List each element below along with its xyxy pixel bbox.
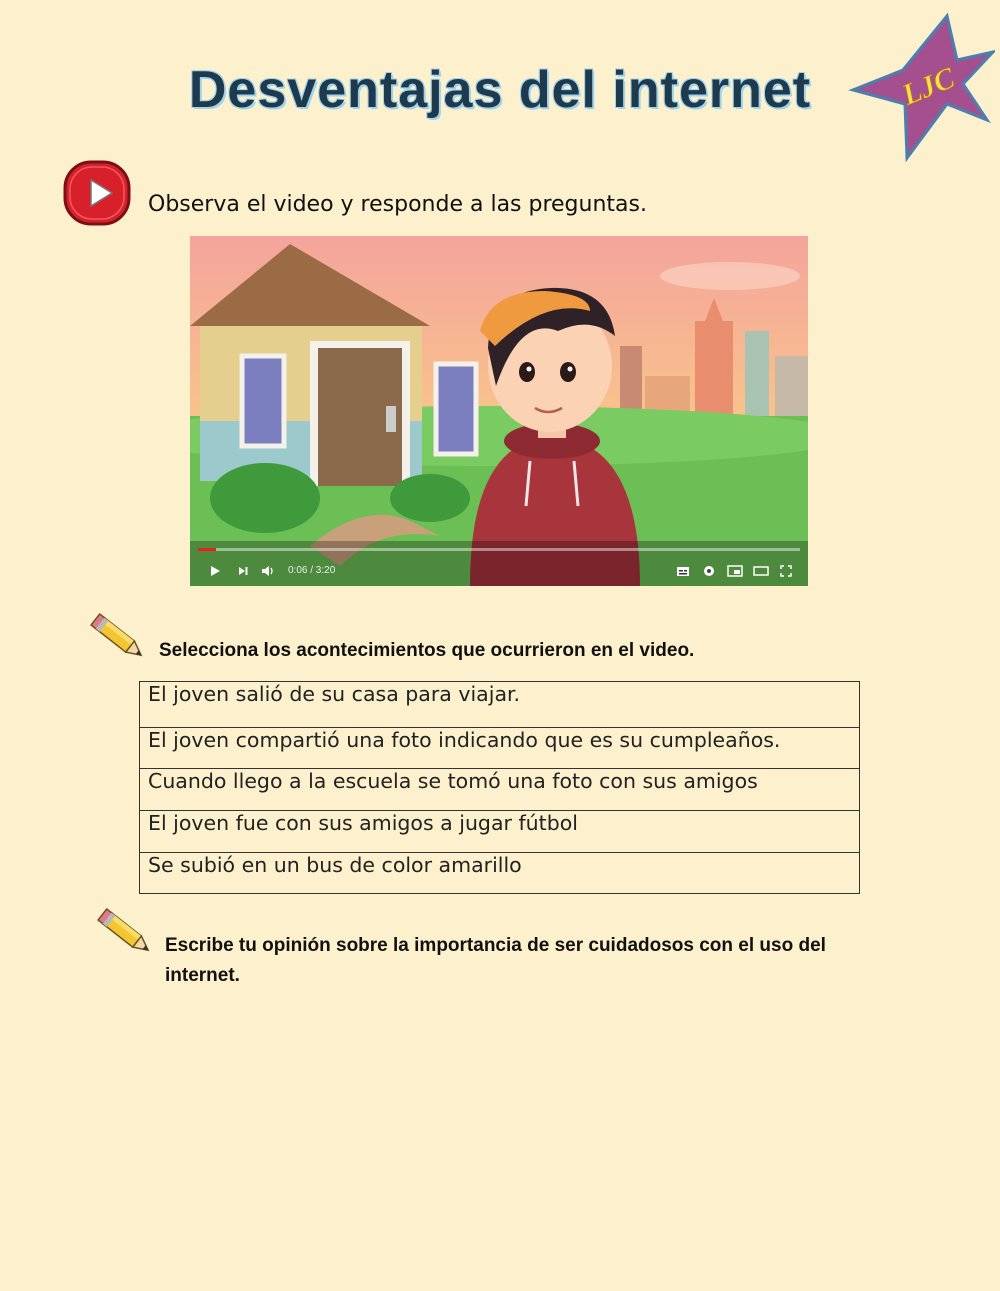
pencil-icon-2 xyxy=(95,907,159,963)
video-frame-image xyxy=(190,236,808,586)
volume-icon[interactable] xyxy=(260,564,276,578)
star-badge-icon xyxy=(845,12,995,162)
pencil-icon xyxy=(88,612,152,668)
option-1[interactable]: El joven salió de su casa para viajar. xyxy=(140,682,860,728)
page-title: Desventajas del internet xyxy=(188,61,812,119)
option-2[interactable]: El joven compartió una foto indicando que es su cumpleaños. xyxy=(140,728,860,769)
captions-icon[interactable] xyxy=(676,564,690,578)
play-icon[interactable] xyxy=(208,564,222,578)
fullscreen-icon[interactable] xyxy=(779,564,793,578)
miniplayer-icon[interactable] xyxy=(727,564,743,578)
section1-heading: Selecciona los acontecimientos que ocurrieron en el video. xyxy=(159,640,695,661)
video-instruction: Observa el video y responde a las preguntas. xyxy=(148,192,647,217)
section2-heading: Escribe tu opinión sobre la importancia de ser cuidadosos con el uso del internet. xyxy=(165,935,826,986)
theater-mode-icon[interactable] xyxy=(753,564,769,578)
video-controls xyxy=(190,556,808,586)
events-options-table xyxy=(139,681,860,894)
video-player[interactable] xyxy=(190,236,808,586)
play-button-icon[interactable] xyxy=(63,160,131,226)
settings-gear-icon[interactable] xyxy=(702,564,716,578)
next-icon[interactable] xyxy=(236,564,250,578)
video-progress-fill xyxy=(198,548,216,551)
video-progress-bar[interactable] xyxy=(198,548,800,551)
option-4[interactable]: El joven fue con sus amigos a jugar fútbol xyxy=(140,811,860,853)
badge-text: LJC xyxy=(897,61,960,112)
option-5[interactable]: Se subió en un bus de color amarillo xyxy=(140,853,860,894)
option-3[interactable]: Cuando llego a la escuela se tomó una foto con sus amigos xyxy=(140,769,860,811)
video-time: 0:06 / 3:20 xyxy=(288,565,336,576)
